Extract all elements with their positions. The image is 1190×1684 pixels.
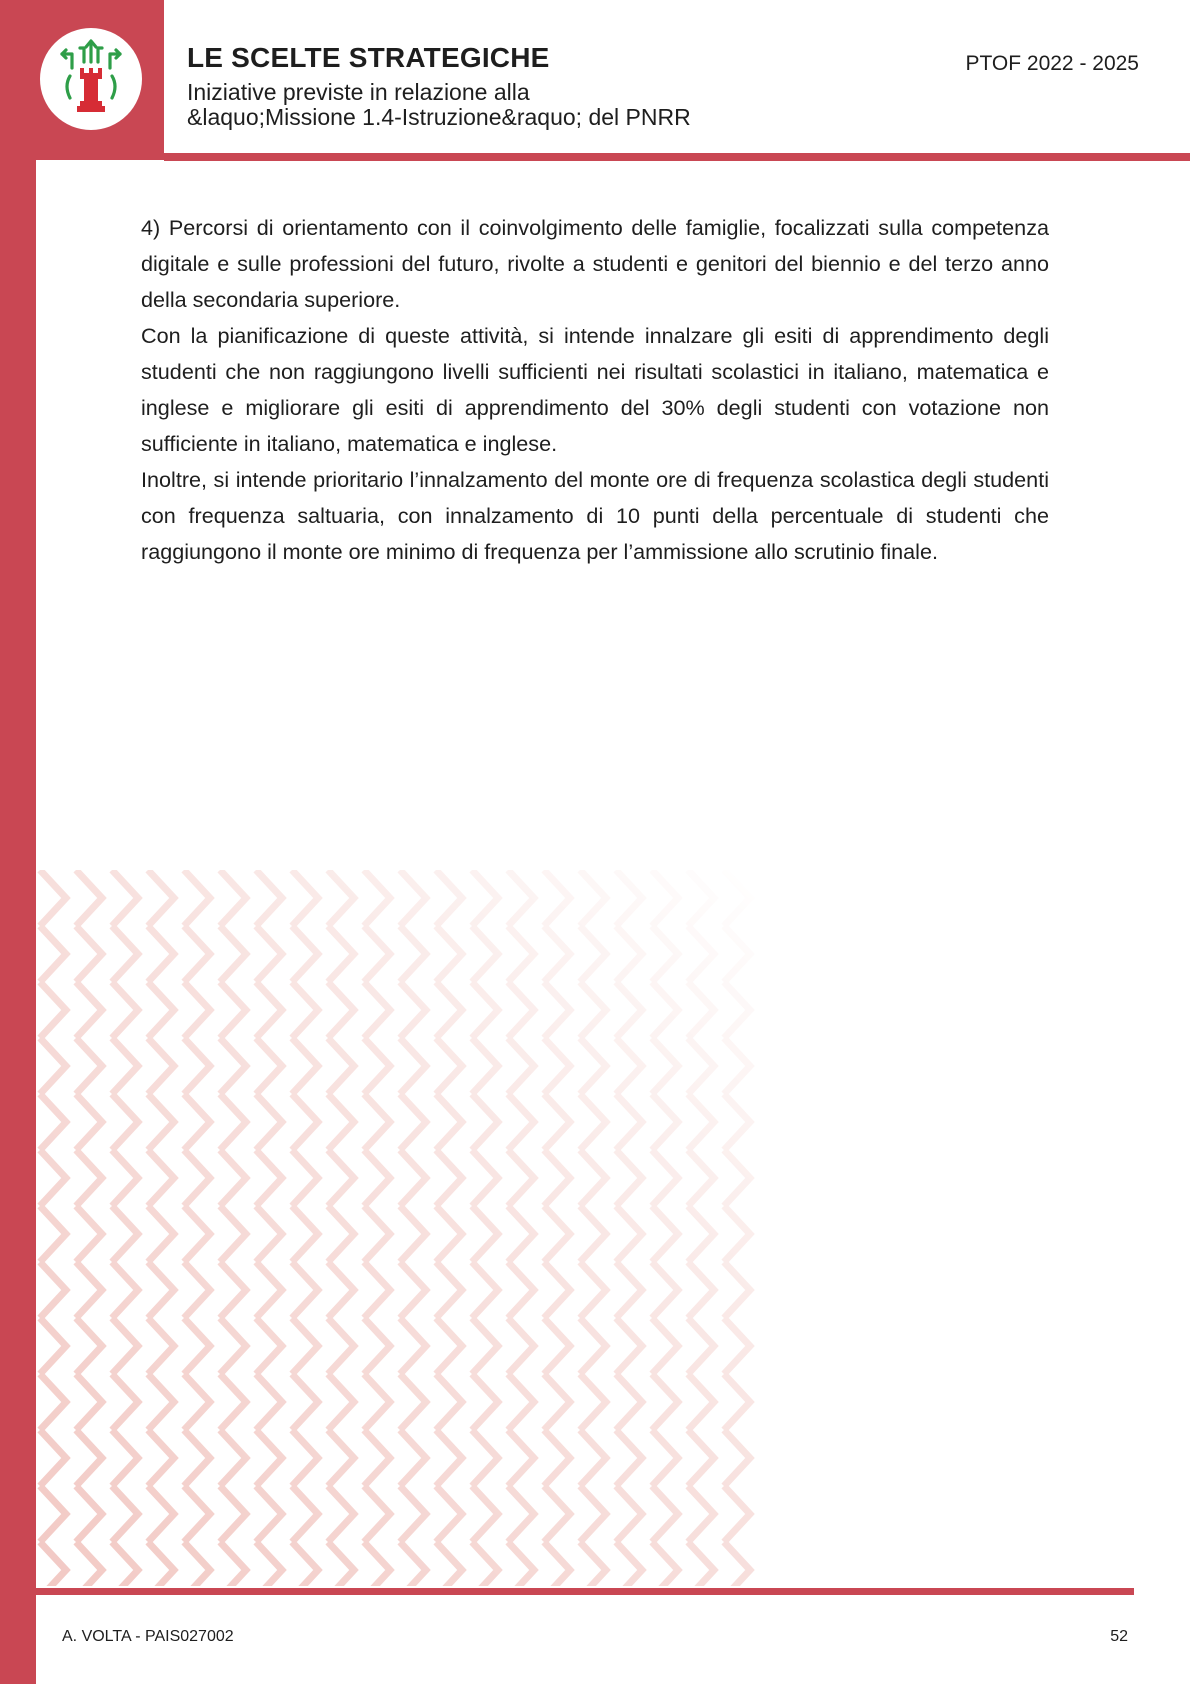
- footer-school-code: A. VOLTA - PAIS027002: [62, 1628, 234, 1645]
- subtitle-line-2: &laquo;Missione 1.4-Istruzione&raquo; del PNRR: [187, 104, 691, 130]
- paragraph-orientation: 4) Percorsi di orientamento con il coinvolgimento delle famiglie, focalizzati sulla competenza digitale e sulle professioni del futuro, rivolte a studenti e genitori del biennio e del terzo anno della secondaria superiore.: [141, 215, 1049, 312]
- page-number: 52: [1110, 1628, 1128, 1645]
- page-subtitle: [187, 80, 691, 130]
- paragraph-attendance: Inoltre, si intende prioritario l’innalzamento del monte ore di frequenza scolastica degli studenti con frequenza saltuaria, con innalzamento di 10 punti della percentuale di studenti che raggiungono il monte ore minimo di frequenza per l’ammissione allo scrutinio finale.: [141, 467, 1049, 564]
- subtitle-line-1: Iniziative previste in relazione alla: [187, 79, 530, 105]
- school-tower-logo-icon: [40, 28, 142, 130]
- main-content: [141, 210, 1049, 570]
- logo-badge: [40, 28, 142, 130]
- document-edition: PTOF 2022 - 2025: [965, 52, 1139, 75]
- chevron-background-pattern: [36, 870, 756, 1586]
- footer-divider: [36, 1588, 1134, 1595]
- page-title: LE SCELTE STRATEGICHE: [187, 42, 550, 73]
- left-accent-band: [0, 0, 36, 1684]
- paragraph-learning-outcomes: Con la pianificazione di queste attività, si intende innalzare gli esiti di apprendimento degli studenti che non raggiungono livelli sufficienti nei risultati scolastici in italiano, matematica e inglese e migliorare gli esiti di apprendimento del 30% degli studenti con votazione non sufficiente in italiano, matematica e inglese.: [141, 323, 1049, 456]
- header-logo-panel: [0, 0, 164, 160]
- header-divider: [164, 153, 1190, 161]
